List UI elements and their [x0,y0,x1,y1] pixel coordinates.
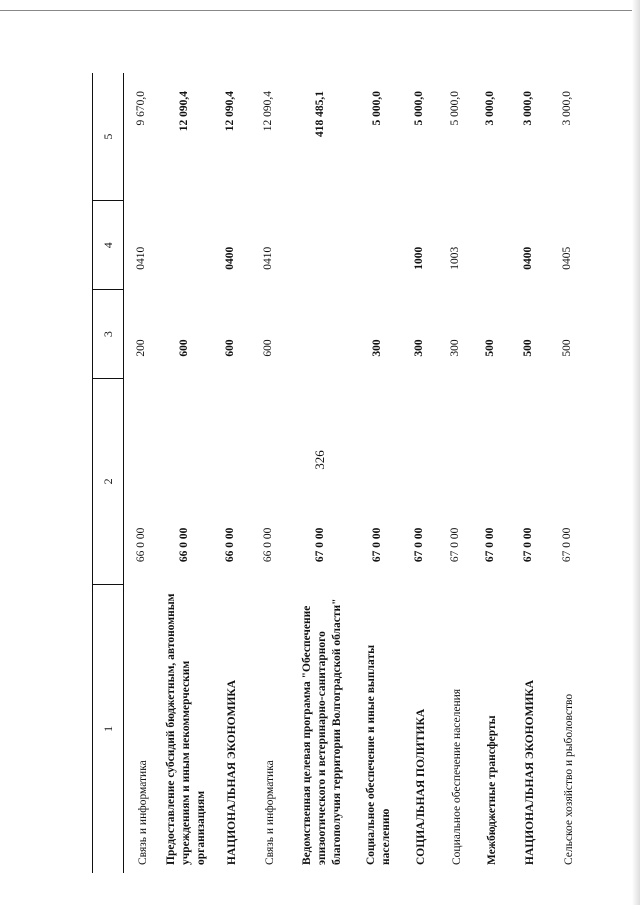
row-section-code [286,201,354,290]
row-name: НАЦИОНАЛЬНАЯ ЭКОНОМИКА [523,679,536,865]
row-name: СОЦИАЛЬНАЯ ПОЛИТИКА [414,708,427,865]
row-section-code [473,201,508,290]
row-section-code: 0405 [561,246,573,270]
table-row [250,73,286,873]
page-number: 326 [312,450,327,470]
row-name: Связь и информатика [263,760,276,865]
row-section-code: 0410 [134,246,147,270]
row-amount: 418 485,1 [313,91,326,137]
row-code: 66 0 00 [177,527,190,563]
table-body [93,73,588,873]
table-row [438,73,473,873]
row-kind-code: 600 [261,339,274,357]
row-name: НАЦИОНАЛЬНАЯ ЭКОНОМИКА [225,679,238,865]
row-code: 67 0 00 [449,527,461,563]
header-row [93,73,124,873]
table-row [508,73,548,873]
row-code: 67 0 00 [313,527,326,563]
row-section-code: 1000 [412,246,425,270]
row-kind-code: 200 [134,339,147,357]
table-row [548,73,587,873]
row-code: 66 0 00 [261,527,274,563]
row-code: 66 0 00 [223,527,236,563]
row-amount: 5 000,0 [412,91,425,126]
row-code: 67 0 00 [521,527,534,563]
row-amount: 12 090,4 [177,91,190,132]
row-name: Предоставление субсидий бюджетным, автономным учреждениям и иным некоммерческим организациям [164,593,207,865]
row-kind-code: 300 [412,339,425,357]
row-name: Социальное обеспечение и иные выплаты населению [365,644,392,865]
row-amount: 12 090,4 [223,91,236,132]
row-name: Сельское хозяйство и рыболовство [563,693,575,865]
row-kind-code [286,290,354,379]
row-kind-code: 500 [521,339,534,357]
header-col-2: 2 [93,379,124,585]
row-section-code [158,201,210,290]
row-code: 67 0 00 [561,527,573,563]
row-amount: 9 670,0 [134,91,147,126]
row-amount: 5 000,0 [449,91,461,126]
row-kind-code: 500 [484,339,496,357]
row-name: Межбюджетные трансферты [486,715,498,865]
row-kind-code: 600 [177,339,190,357]
header-col-4: 4 [93,201,124,290]
budget-table [92,73,587,873]
row-amount: 3 000,0 [484,91,496,126]
header-col-1: 1 [93,584,124,873]
row-section-code: 0400 [521,246,534,270]
row-amount: 3 000,0 [521,91,534,126]
rotated-sheet [92,73,592,873]
row-kind-code: 300 [370,339,383,357]
row-section-code: 0410 [261,246,274,270]
scan-top-edge [0,10,640,11]
row-name: Ведомственная целевая программа "Обеспечение эпизоотического и ветеринарно-санитарного благополучия территории Волгоградской области" [300,598,343,865]
header-col-5: 5 [93,73,124,201]
scan-right-edge-shadow [632,0,640,905]
row-kind-code: 300 [449,339,461,357]
row-kind-code: 600 [223,339,236,357]
row-amount: 5 000,0 [370,91,383,126]
header-col-3: 3 [93,290,124,379]
table-row [124,73,159,873]
row-kind-code: 500 [561,339,573,357]
row-section-code: 1003 [449,246,461,270]
table-row [400,73,438,873]
row-code: 67 0 00 [412,527,425,563]
row-name: Связь и информатика [136,760,149,865]
row-amount: 12 090,4 [261,91,274,132]
table-row [473,73,508,873]
row-section-code [354,201,400,290]
row-code: 66 0 00 [134,527,147,563]
table-row [158,73,210,873]
table-row [286,73,354,873]
row-section-code: 0400 [223,246,236,270]
table-row [210,73,250,873]
row-amount: 3 000,0 [561,91,573,126]
row-code: 67 0 00 [370,527,383,563]
row-code: 67 0 00 [484,527,496,563]
row-name: Социальное обеспечение населения [451,688,463,865]
table-row [354,73,400,873]
